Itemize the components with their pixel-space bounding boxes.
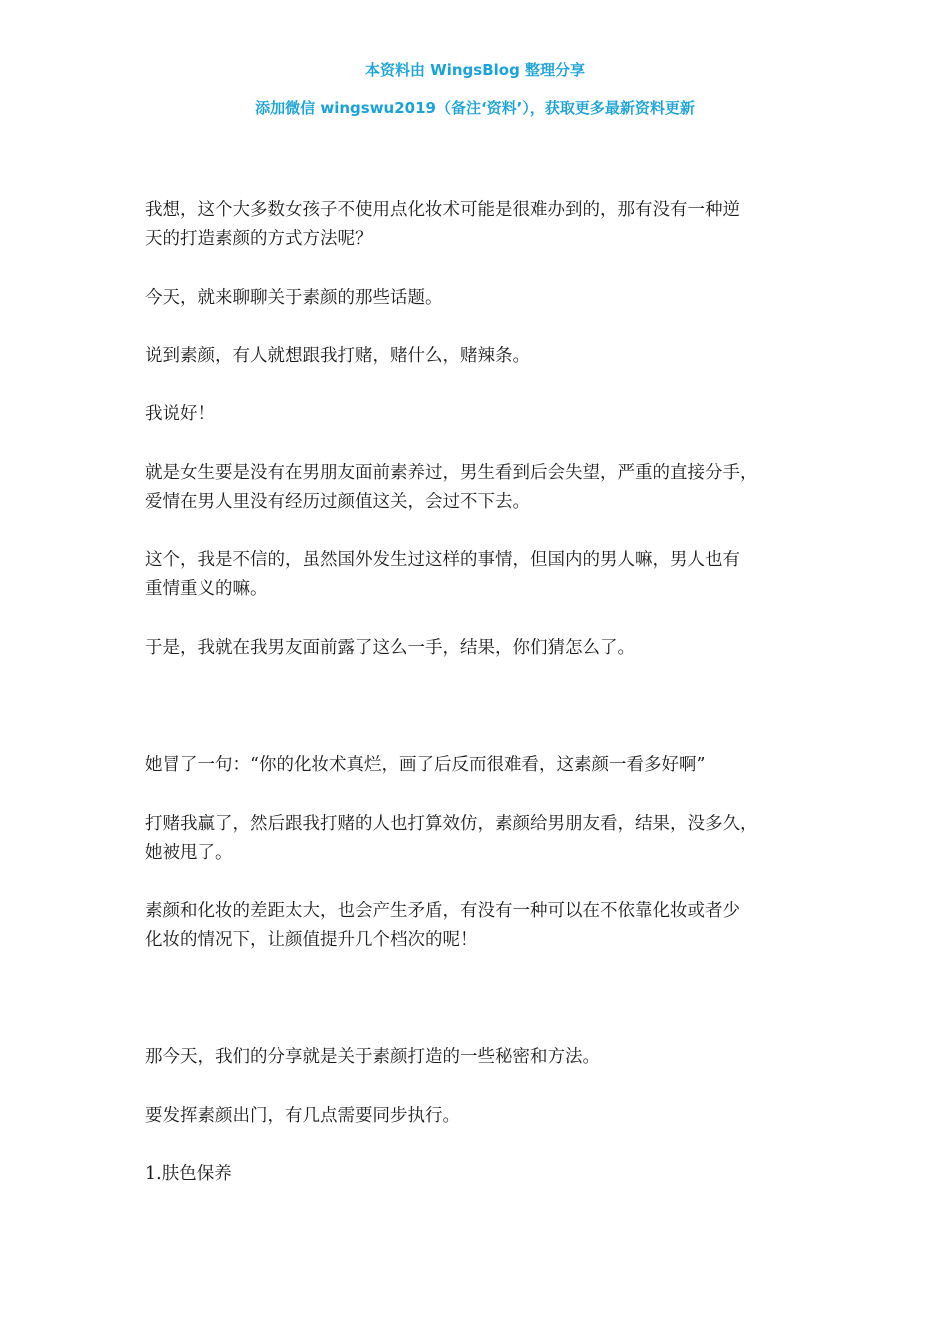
paragraph-11 [145, 1043, 810, 1072]
header-wechat-line: 添加微信 wingswu2019（备注‘资料’），获取更多最新资料更新 [255, 99, 695, 117]
paragraph-line: 我想，这个大多数女孩子不使用点化妆术可能是很难办到的，那有没有一种逆 [145, 200, 740, 220]
header-source-line: 本资料由 WingsBlog 整理分享 [364, 61, 586, 79]
paragraph-line: 素颜和化妆的差距太大，也会产生矛盾，有没有一种可以在不依靠化妆或者少 [145, 901, 740, 921]
paragraph-line: 化妆的情况下，让颜值提升几个档次的呢！ [145, 930, 478, 950]
paragraph-7 [145, 634, 810, 663]
paragraph-3 [145, 342, 810, 371]
paragraph-line: 就是女生要是没有在男朋友面前素养过，男生看到后会失望，严重的直接分手， [145, 463, 758, 483]
paragraph-6 [145, 546, 810, 604]
section-heading-skin-care [145, 1160, 810, 1189]
paragraph-line: 我说好！ [145, 404, 215, 424]
paragraph-2 [145, 284, 810, 313]
paragraph-1 [145, 196, 810, 254]
paragraph-line: 爱情在男人里没有经历过颜值这关，会过不下去。 [145, 492, 530, 512]
paragraph-line: 说到素颜，有人就想跟我打赌，赌什么，赌辣条。 [145, 346, 530, 366]
paragraph-line: 重情重义的嘛。 [145, 579, 268, 599]
paragraph-line: 那今天，我们的分享就是关于素颜打造的一些秘密和方法。 [145, 1047, 600, 1067]
paragraph-line: 打赌我赢了，然后跟我打赌的人也打算效仿，素颜给男朋友看，结果，没多久， [145, 814, 758, 834]
paragraph-12 [145, 1102, 810, 1131]
paragraph-4 [145, 400, 810, 429]
paragraph-line: 1.肤色保养 [145, 1164, 232, 1184]
paragraph-line: 这个，我是不信的，虽然国外发生过这样的事情，但国内的男人嘛，男人也有 [145, 550, 740, 570]
paragraph-line: 今天，就来聊聊关于素颜的那些话题。 [145, 288, 443, 308]
paragraph-9 [145, 810, 810, 868]
paragraph-line: 她被甩了。 [145, 843, 233, 863]
paragraph-8 [145, 751, 810, 780]
paragraph-line: 天的打造素颜的方式方法呢？ [145, 229, 373, 249]
paragraph-line: 于是，我就在我男友面前露了这么一手，结果，你们猜怎么了。 [145, 638, 635, 658]
paragraph-line: 要发挥素颜出门，有几点需要同步执行。 [145, 1106, 460, 1126]
paragraph-10 [145, 897, 810, 955]
paragraph-5 [145, 459, 810, 517]
paragraph-line: 她冒了一句：“你的化妆术真烂，画了后反而很难看，这素颜一看多好啊” [145, 755, 706, 775]
